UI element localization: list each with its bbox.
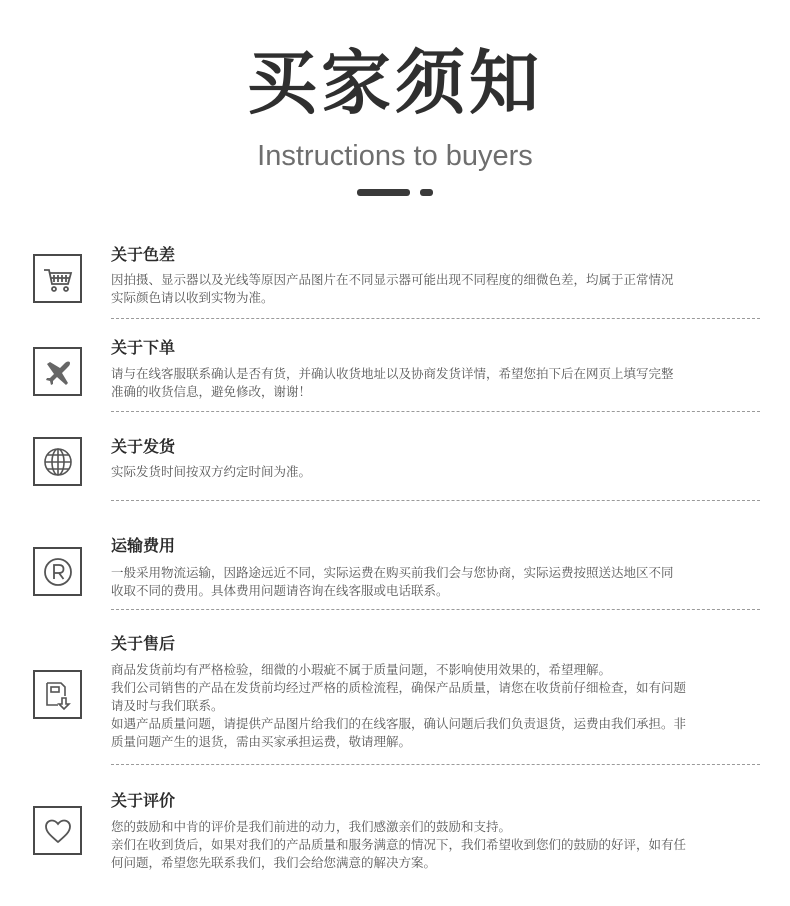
section-line: 收取不同的费用。具体费用问题请咨询在线客服或电话联系。 bbox=[111, 583, 449, 598]
section-line: 质量问题产生的退货，需由买家承担运费，敬请理解。 bbox=[111, 734, 412, 749]
section-title: 关于售后 bbox=[111, 634, 176, 653]
section-body bbox=[111, 271, 751, 307]
section-line: 请与在线客服联系确认是否有货，并确认收货地址以及协商发货详情，希望您拍下后在网页上填写完整 bbox=[111, 366, 674, 381]
section-body bbox=[111, 661, 751, 751]
section-divider bbox=[111, 318, 760, 319]
section-line: 商品发货前均有严格检验，细微的小瑕疵不属于质量问题，不影响使用效果的，希望理解。 bbox=[111, 662, 612, 677]
section-line: 实际发货时间按双方约定时间为准。 bbox=[111, 464, 312, 479]
title-underline-long bbox=[357, 189, 410, 196]
section-line: 亲们在收到货后，如果对我们的产品质量和服务满意的情况下，我们希望收到您们的鼓励的好评，如有任 bbox=[111, 837, 687, 852]
section-title: 关于下单 bbox=[111, 338, 176, 357]
section-title: 关于发货 bbox=[111, 437, 176, 456]
section-line: 一般采用物流运输，因路途远近不同，实际运费在购买前我们会与您协商，实际运费按照送达地区不同 bbox=[111, 565, 674, 580]
section-title: 关于评价 bbox=[111, 791, 176, 810]
page-title: 买家须知 bbox=[247, 42, 543, 124]
title-underline-short bbox=[420, 189, 433, 196]
section-line: 因拍摄、显示器以及光线等原因产品图片在不同显示器可能出现不同程度的细微色差，均属于正常情况 bbox=[111, 272, 674, 287]
section-line: 我们公司销售的产品在发货前均经过严格的质检流程，确保产品质量，请您在收货前仔细检查，如有问题 bbox=[111, 680, 687, 695]
section-title: 运输费用 bbox=[111, 536, 176, 555]
section-line: 准确的收货信息，避免修改，谢谢！ bbox=[111, 384, 312, 399]
section-body bbox=[111, 564, 751, 600]
section-body bbox=[111, 365, 751, 401]
shopping-cart-icon bbox=[33, 254, 82, 303]
section-line: 如遇产品质量问题，请提供产品图片给我们的在线客服，确认问题后我们负责退货，运费由我们承担。非 bbox=[111, 716, 687, 731]
section-line: 何问题，希望您先联系我们，我们会给您满意的解决方案。 bbox=[111, 855, 437, 870]
section-line: 您的鼓励和中肯的评价是我们前进的动力，我们感激亲们的鼓励和支持。 bbox=[111, 819, 512, 834]
section-divider bbox=[111, 764, 760, 765]
page-subtitle: Instructions to buyers bbox=[257, 140, 533, 172]
section-divider bbox=[111, 411, 760, 412]
section-divider bbox=[111, 500, 760, 501]
section-title: 关于色差 bbox=[111, 245, 176, 264]
section-divider bbox=[111, 609, 760, 610]
registered-icon bbox=[33, 547, 82, 596]
section-line: 请及时与我们联系。 bbox=[111, 698, 224, 713]
download-document-icon bbox=[33, 670, 82, 719]
section-line: 实际颜色请以收到实物为准。 bbox=[111, 290, 274, 305]
section-body bbox=[111, 463, 751, 481]
heart-icon bbox=[33, 806, 82, 855]
globe-icon bbox=[33, 437, 82, 486]
airplane-icon bbox=[33, 347, 82, 396]
section-body bbox=[111, 818, 751, 872]
